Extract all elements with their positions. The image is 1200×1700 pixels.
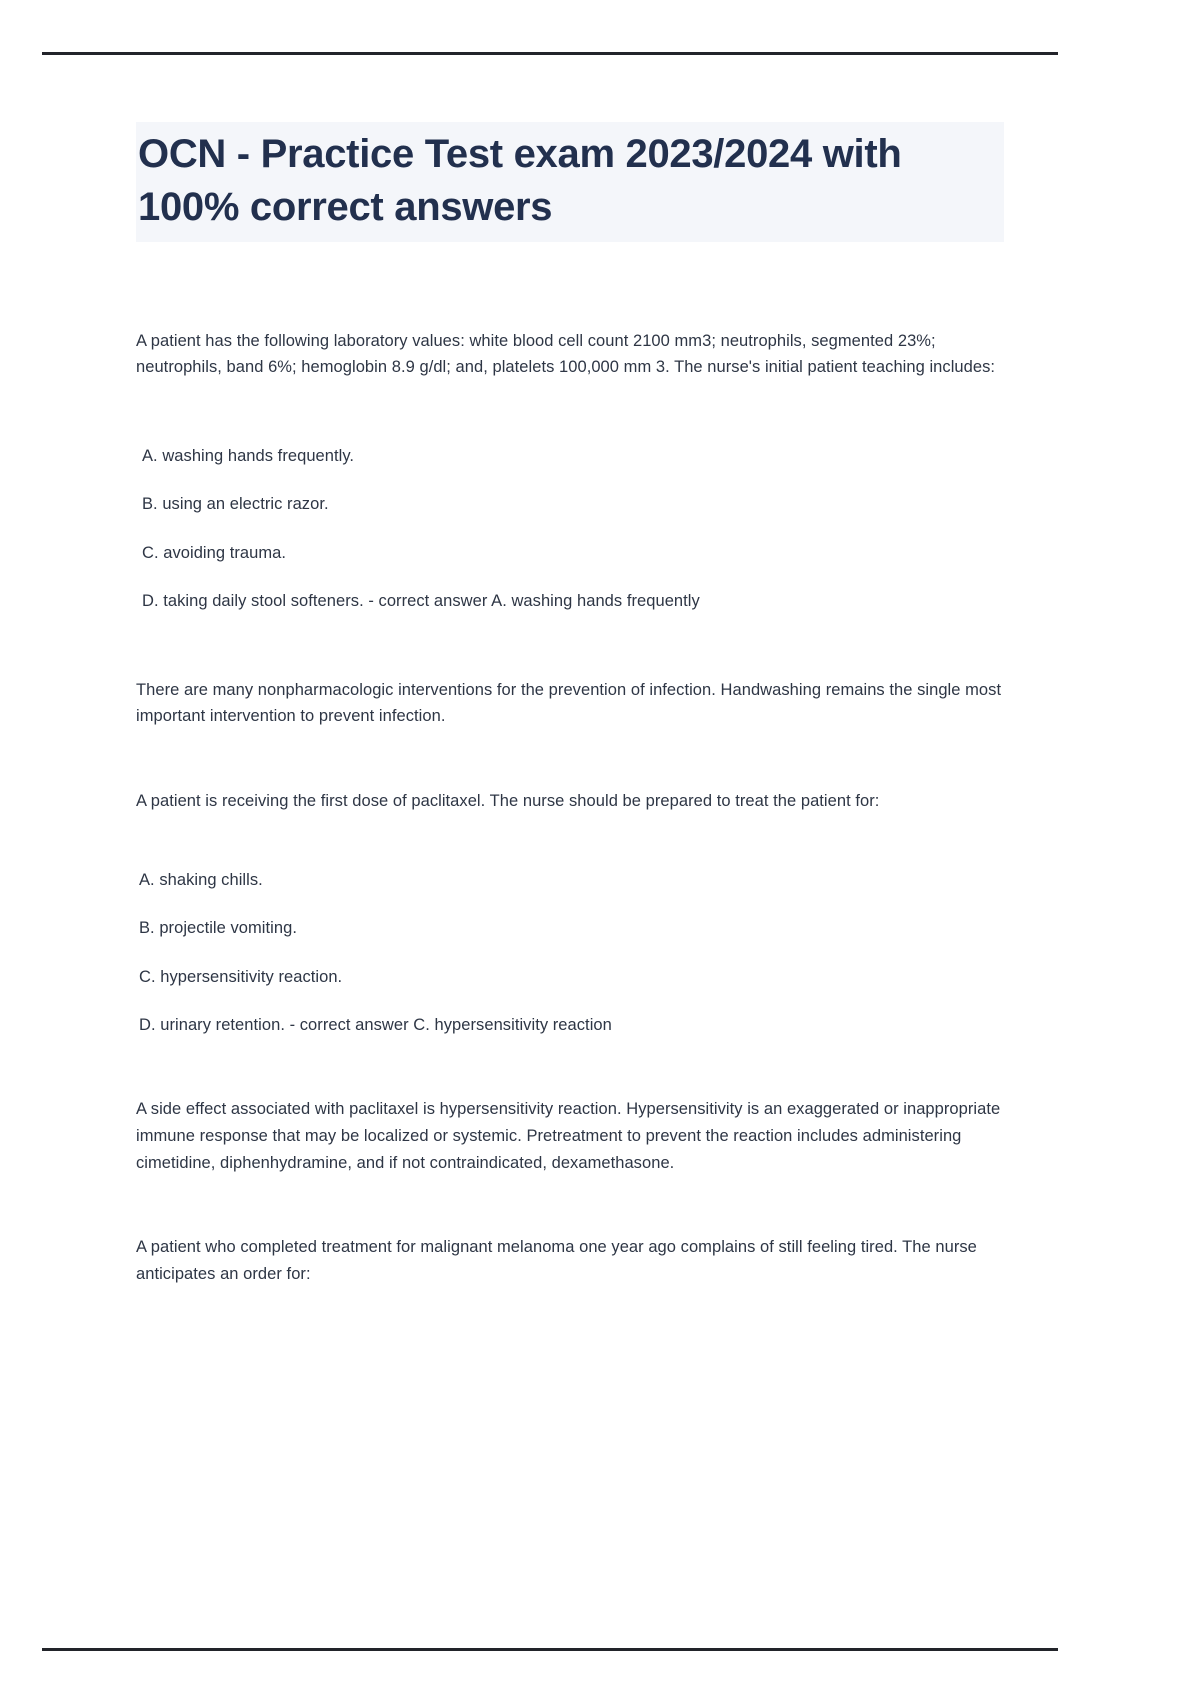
spacer-explanation-q2 xyxy=(136,730,1016,788)
spacer-explanation-q3 xyxy=(136,1176,1016,1234)
spacer-q1-options xyxy=(136,381,1016,443)
question-2-explanation: A side effect associated with paclitaxel is hypersensitivity reaction. Hypersensitivity is an exaggerated or inappropriate immune response that may be localized or systemic. Pretreatment to prevent the reaction includes administering cimetidine, diphenhydramine, and if not contraindicated, dexamethasone. xyxy=(136,1100,1001,1172)
page-top-rule xyxy=(42,52,1058,55)
question-1-explanation: There are many nonpharmacologic interventions for the prevention of infection. Handwashing remains the single most important intervention to prevent infection. xyxy=(136,680,1002,726)
spacer-options-explanation-2 xyxy=(136,1038,1016,1096)
document-content xyxy=(136,122,1016,1288)
option-item[interactable]: A. washing hands frequently. xyxy=(142,447,355,466)
page-bottom-rule xyxy=(42,1648,1058,1651)
spacer-options-explanation-1 xyxy=(136,615,1016,677)
option-item[interactable]: D. urinary retention. - correct answer C. hypersensitivity reaction xyxy=(139,1015,612,1034)
option-item[interactable]: C. avoiding trauma. xyxy=(142,543,287,562)
spacer-title xyxy=(136,242,1016,328)
question-2-stem: A patient is receiving the first dose of paclitaxel. The nurse should be prepared to treat the patient for: xyxy=(136,792,880,811)
question-2-options xyxy=(136,867,1016,1039)
question-1-stem: A patient has the following laboratory values: white blood cell count 2100 mm3; neutrophils, segmented 23%; neutrophils, band 6%; hemoglobin 8.9 g/dl; and, platelets 100,000 mm 3. The nurse's initial patient teaching includes: xyxy=(136,331,996,377)
option-item[interactable]: D. taking daily stool softeners. - correct answer A. washing hands frequently xyxy=(142,592,700,611)
question-1-options xyxy=(136,443,1016,615)
option-item[interactable]: B. projectile vomiting. xyxy=(139,919,297,938)
page-title: OCN - Practice Test exam 2023/2024 with 100% correct answers xyxy=(136,122,1004,242)
option-item[interactable]: C. hypersensitivity reaction. xyxy=(139,967,343,986)
option-item[interactable]: B. using an electric razor. xyxy=(142,495,329,514)
option-item[interactable]: A. shaking chills. xyxy=(139,870,263,889)
question-3-stem: A patient who completed treatment for malignant melanoma one year ago complains of still feeling tired. The nurse anticipates an order for: xyxy=(136,1238,977,1284)
spacer-q2-options xyxy=(136,815,1016,867)
